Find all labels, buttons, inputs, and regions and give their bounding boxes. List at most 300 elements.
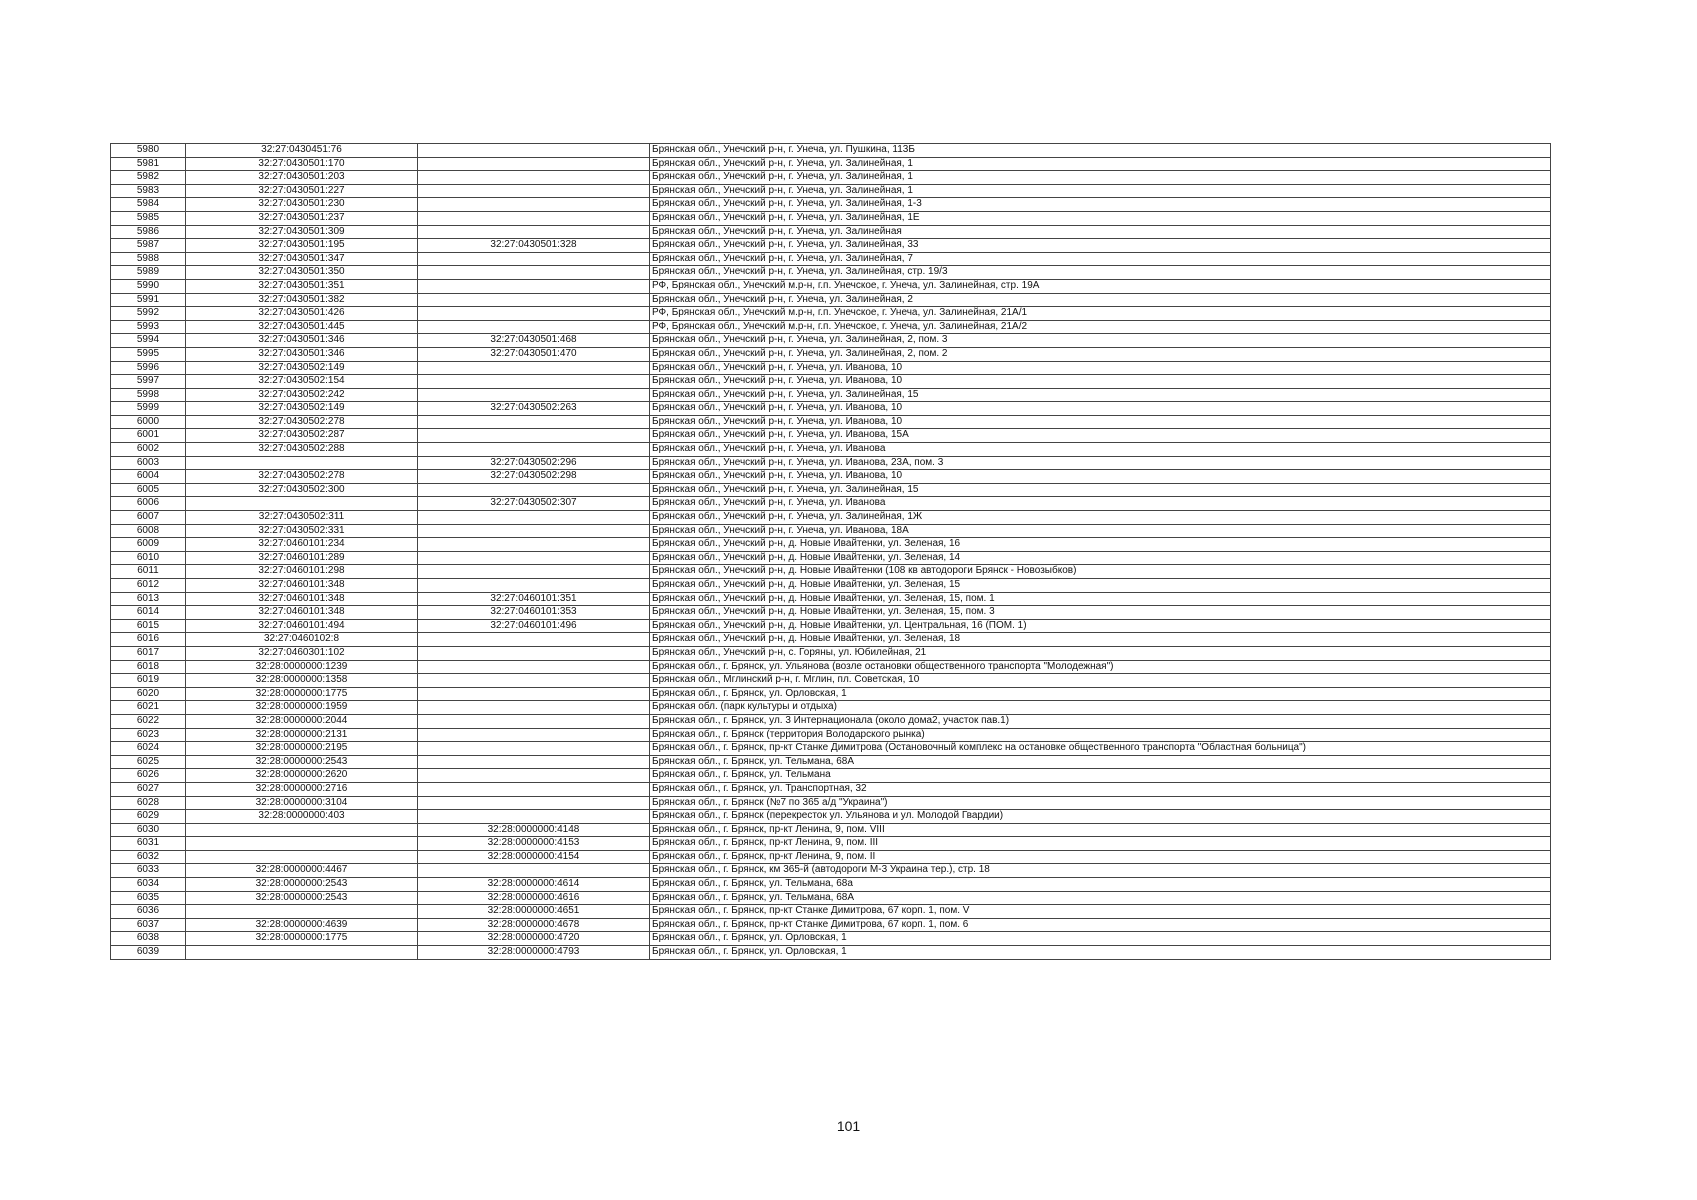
table-row <box>111 293 1551 307</box>
related-cadastral-number-cell <box>418 184 650 198</box>
table-row <box>111 198 1551 212</box>
related-cadastral-number-cell <box>418 171 650 185</box>
row-number-cell: 6014 <box>111 606 186 620</box>
related-cadastral-number-cell: 32:28:0000000:4148 <box>418 823 650 837</box>
address-cell: Брянская обл., Унечский р-н, г. Унеча, ул. Залинейная, 33 <box>650 239 1551 253</box>
cadastral-number-cell: 32:27:0460101:298 <box>186 565 418 579</box>
related-cadastral-number-cell <box>418 266 650 280</box>
related-cadastral-number-cell <box>418 810 650 824</box>
related-cadastral-number-cell: 32:28:0000000:4614 <box>418 878 650 892</box>
table-row <box>111 714 1551 728</box>
related-cadastral-number-cell <box>418 198 650 212</box>
row-number-cell: 5982 <box>111 171 186 185</box>
table-row <box>111 429 1551 443</box>
address-cell: Брянская обл., Унечский р-н, г. Унеча, ул. Залинейная, 7 <box>650 252 1551 266</box>
table-row <box>111 171 1551 185</box>
related-cadastral-number-cell <box>418 511 650 525</box>
row-number-cell: 5986 <box>111 225 186 239</box>
related-cadastral-number-cell <box>418 714 650 728</box>
cadastral-number-cell: 32:27:0460101:234 <box>186 538 418 552</box>
cadastral-number-cell: 32:28:0000000:1358 <box>186 674 418 688</box>
related-cadastral-number-cell <box>418 538 650 552</box>
related-cadastral-number-cell: 32:28:0000000:4720 <box>418 932 650 946</box>
cadastral-number-cell: 32:28:0000000:403 <box>186 810 418 824</box>
table-row <box>111 796 1551 810</box>
address-cell: Брянская обл., г. Брянск, ул. Транспортная, 32 <box>650 782 1551 796</box>
address-cell: Брянская обл., г. Брянск, ул. Орловская, 1 <box>650 946 1551 960</box>
related-cadastral-number-cell: 32:28:0000000:4793 <box>418 946 650 960</box>
cadastral-number-cell: 32:27:0430502:149 <box>186 361 418 375</box>
table-row <box>111 347 1551 361</box>
table-row <box>111 497 1551 511</box>
address-cell: Брянская обл., Унечский р-н, г. Унеча, ул. Иванова <box>650 443 1551 457</box>
related-cadastral-number-cell: 32:28:0000000:4616 <box>418 891 650 905</box>
related-cadastral-number-cell <box>418 211 650 225</box>
row-number-cell: 6035 <box>111 891 186 905</box>
related-cadastral-number-cell <box>418 565 650 579</box>
table-row <box>111 511 1551 525</box>
row-number-cell: 6038 <box>111 932 186 946</box>
cadastral-number-cell <box>186 456 418 470</box>
table-row <box>111 157 1551 171</box>
address-cell: Брянская обл., Унечский р-н, д. Новые Ивайтенки, ул. Зеленая, 15, пом. 1 <box>650 592 1551 606</box>
row-number-cell: 5998 <box>111 388 186 402</box>
cadastral-number-cell: 32:27:0460101:289 <box>186 551 418 565</box>
related-cadastral-number-cell: 32:27:0430502:263 <box>418 402 650 416</box>
table-row <box>111 375 1551 389</box>
address-cell: Брянская обл., Унечский р-н, д. Новые Ивайтенки, ул. Зеленая, 15 <box>650 579 1551 593</box>
cadastral-number-cell: 32:28:0000000:2044 <box>186 714 418 728</box>
row-number-cell: 5985 <box>111 211 186 225</box>
cadastral-number-cell: 32:28:0000000:1959 <box>186 701 418 715</box>
address-cell: Брянская обл., г. Брянск, ул. Тельмана, 68а <box>650 878 1551 892</box>
related-cadastral-number-cell: 32:27:0430502:296 <box>418 456 650 470</box>
cadastral-number-cell: 32:27:0430502:300 <box>186 483 418 497</box>
row-number-cell: 6031 <box>111 837 186 851</box>
table-row <box>111 687 1551 701</box>
cadastral-number-cell: 32:27:0430501:195 <box>186 239 418 253</box>
table-row <box>111 266 1551 280</box>
cadastral-number-cell: 32:27:0430502:149 <box>186 402 418 416</box>
address-cell: Брянская обл., Унечский р-н, г. Унеча, ул. Залинейная, 2 <box>650 293 1551 307</box>
cadastral-number-cell: 32:27:0460101:348 <box>186 579 418 593</box>
row-number-cell: 5994 <box>111 334 186 348</box>
row-number-cell: 6026 <box>111 769 186 783</box>
table-row <box>111 918 1551 932</box>
address-cell: Брянская обл., Унечский р-н, г. Унеча, ул. Иванова, 10 <box>650 402 1551 416</box>
table-row <box>111 361 1551 375</box>
related-cadastral-number-cell <box>418 633 650 647</box>
row-number-cell: 5989 <box>111 266 186 280</box>
cadastral-number-cell: 32:27:0430502:278 <box>186 470 418 484</box>
address-cell: Брянская обл., Унечский р-н, г. Унеча, ул. Иванова, 23А, пом. 3 <box>650 456 1551 470</box>
table-row <box>111 701 1551 715</box>
row-number-cell: 6020 <box>111 687 186 701</box>
related-cadastral-number-cell <box>418 157 650 171</box>
address-cell: Брянская обл., г. Брянск, ул. Тельмана <box>650 769 1551 783</box>
row-number-cell: 5987 <box>111 239 186 253</box>
table-row <box>111 769 1551 783</box>
row-number-cell: 6029 <box>111 810 186 824</box>
related-cadastral-number-cell <box>418 375 650 389</box>
related-cadastral-number-cell <box>418 796 650 810</box>
address-cell: Брянская обл., Унечский р-н, г. Унеча, ул. Иванова, 15А <box>650 429 1551 443</box>
cadastral-number-cell: 32:27:0430502:278 <box>186 415 418 429</box>
row-number-cell: 5988 <box>111 252 186 266</box>
cadastral-number-cell: 32:27:0430501:227 <box>186 184 418 198</box>
table-row <box>111 225 1551 239</box>
table-row <box>111 619 1551 633</box>
cadastral-number-cell <box>186 905 418 919</box>
address-cell: Брянская обл., г. Брянск, пр-кт Ленина, 9, пом. II <box>650 850 1551 864</box>
address-cell: Брянская обл., Унечский р-н, г. Унеча, ул. Залинейная, 15 <box>650 483 1551 497</box>
cadastral-number-cell <box>186 837 418 851</box>
related-cadastral-number-cell <box>418 388 650 402</box>
table-row <box>111 524 1551 538</box>
address-cell: Брянская обл., Унечский р-н, г. Унеча, ул. Залинейная, 1Е <box>650 211 1551 225</box>
related-cadastral-number-cell <box>418 660 650 674</box>
row-number-cell: 6027 <box>111 782 186 796</box>
related-cadastral-number-cell <box>418 782 650 796</box>
related-cadastral-number-cell <box>418 701 650 715</box>
address-cell: Брянская обл., Унечский р-н, г. Унеча, ул. Иванова, 10 <box>650 415 1551 429</box>
row-number-cell: 6032 <box>111 850 186 864</box>
address-cell: Брянская обл., г. Брянск, км 365-й (автодороги М-3 Украина тер.), стр. 18 <box>650 864 1551 878</box>
cadastral-number-cell: 32:28:0000000:1775 <box>186 687 418 701</box>
cadastral-number-cell: 32:28:0000000:2195 <box>186 742 418 756</box>
table-row <box>111 307 1551 321</box>
related-cadastral-number-cell: 32:27:0430502:298 <box>418 470 650 484</box>
cadastral-number-cell <box>186 850 418 864</box>
cadastral-number-cell: 32:28:0000000:4639 <box>186 918 418 932</box>
related-cadastral-number-cell <box>418 252 650 266</box>
related-cadastral-number-cell <box>418 674 650 688</box>
table-row <box>111 483 1551 497</box>
address-cell: Брянская обл., г. Брянск, ул. Тельмана, 68А <box>650 891 1551 905</box>
related-cadastral-number-cell <box>418 728 650 742</box>
table-row <box>111 742 1551 756</box>
row-number-cell: 5996 <box>111 361 186 375</box>
cadastral-number-cell: 32:27:0430501:237 <box>186 211 418 225</box>
address-cell: Брянская обл., г. Брянск, ул. Ульянова (возле остановки общественного транспорта "Молодежная") <box>650 660 1551 674</box>
cadastral-number-cell <box>186 946 418 960</box>
row-number-cell: 5995 <box>111 347 186 361</box>
row-number-cell: 5984 <box>111 198 186 212</box>
table-row <box>111 279 1551 293</box>
row-number-cell: 6021 <box>111 701 186 715</box>
related-cadastral-number-cell <box>418 443 650 457</box>
related-cadastral-number-cell <box>418 524 650 538</box>
related-cadastral-number-cell <box>418 361 650 375</box>
row-number-cell: 6023 <box>111 728 186 742</box>
row-number-cell: 5983 <box>111 184 186 198</box>
related-cadastral-number-cell <box>418 579 650 593</box>
table-row <box>111 810 1551 824</box>
related-cadastral-number-cell: 32:27:0430501:470 <box>418 347 650 361</box>
related-cadastral-number-cell: 32:27:0460101:496 <box>418 619 650 633</box>
address-cell: РФ, Брянская обл., Унечский м.р-н, г.п. Унечское, г. Унеча, ул. Залинейная, 21А/1 <box>650 307 1551 321</box>
row-number-cell: 6007 <box>111 511 186 525</box>
table-row <box>111 415 1551 429</box>
related-cadastral-number-cell: 32:27:0460101:353 <box>418 606 650 620</box>
related-cadastral-number-cell <box>418 687 650 701</box>
related-cadastral-number-cell <box>418 755 650 769</box>
address-cell: Брянская обл., г. Брянск, ул. Тельмана, 68А <box>650 755 1551 769</box>
table-row <box>111 443 1551 457</box>
cadastral-number-cell: 32:27:0430502:331 <box>186 524 418 538</box>
address-cell: Брянская обл., Унечский р-н, г. Унеча, ул. Залинейная, 1Ж <box>650 511 1551 525</box>
address-cell: Брянская обл., г. Брянск, ул. Орловская, 1 <box>650 687 1551 701</box>
address-cell: Брянская обл., Унечский р-н, д. Новые Ивайтенки, ул. Зеленая, 18 <box>650 633 1551 647</box>
address-cell: Брянская обл., Унечский р-н, г. Унеча, ул. Иванова <box>650 497 1551 511</box>
address-cell: Брянская обл., Унечский р-н, г. Унеча, ул. Иванова, 18А <box>650 524 1551 538</box>
row-number-cell: 6000 <box>111 415 186 429</box>
table-row <box>111 470 1551 484</box>
table-row <box>111 728 1551 742</box>
row-number-cell: 6018 <box>111 660 186 674</box>
address-cell: Брянская обл., Унечский р-н, г. Унеча, ул. Залинейная, 2, пом. 3 <box>650 334 1551 348</box>
related-cadastral-number-cell: 32:27:0430501:328 <box>418 239 650 253</box>
cadastral-number-cell: 32:27:0430501:382 <box>186 293 418 307</box>
table-row <box>111 402 1551 416</box>
cadastral-number-cell: 32:27:0430501:203 <box>186 171 418 185</box>
cadastral-number-cell: 32:27:0460101:348 <box>186 592 418 606</box>
row-number-cell: 6009 <box>111 538 186 552</box>
row-number-cell: 5990 <box>111 279 186 293</box>
cadastral-number-cell: 32:27:0430502:311 <box>186 511 418 525</box>
cadastral-number-cell: 32:28:0000000:2543 <box>186 878 418 892</box>
cadastral-number-cell: 32:28:0000000:4467 <box>186 864 418 878</box>
cadastral-number-cell: 32:27:0460101:494 <box>186 619 418 633</box>
table-row <box>111 320 1551 334</box>
table-row <box>111 334 1551 348</box>
address-cell: Брянская обл., Унечский р-н, д. Новые Ивайтенки (108 кв автодороги Брянск - Новозыбков) <box>650 565 1551 579</box>
cadastral-number-cell: 32:28:0000000:1239 <box>186 660 418 674</box>
row-number-cell: 6001 <box>111 429 186 443</box>
related-cadastral-number-cell: 32:27:0460101:351 <box>418 592 650 606</box>
table-row <box>111 239 1551 253</box>
related-cadastral-number-cell <box>418 225 650 239</box>
related-cadastral-number-cell <box>418 279 650 293</box>
address-cell: Брянская обл., г. Брянск, пр-кт Ленина, 9, пом. III <box>650 837 1551 851</box>
row-number-cell: 5991 <box>111 293 186 307</box>
table-row <box>111 606 1551 620</box>
page-number: 101 <box>836 1118 861 1134</box>
cadastral-number-cell: 32:27:0460301:102 <box>186 646 418 660</box>
row-number-cell: 5997 <box>111 375 186 389</box>
address-cell: Брянская обл., Мглинский р-н, г. Мглин, пл. Советская, 10 <box>650 674 1551 688</box>
cadastral-number-cell: 32:28:0000000:2543 <box>186 891 418 905</box>
related-cadastral-number-cell <box>418 483 650 497</box>
row-number-cell: 6012 <box>111 579 186 593</box>
related-cadastral-number-cell <box>418 769 650 783</box>
register-table-body <box>111 144 1551 960</box>
address-cell: Брянская обл., Унечский р-н, г. Унеча, ул. Залинейная, 1-3 <box>650 198 1551 212</box>
related-cadastral-number-cell <box>418 144 650 158</box>
table-row <box>111 837 1551 851</box>
related-cadastral-number-cell: 32:27:0430502:307 <box>418 497 650 511</box>
table-row <box>111 538 1551 552</box>
address-cell: Брянская обл., г. Брянск (перекресток ул. Ульянова и ул. Молодой Гвардии) <box>650 810 1551 824</box>
related-cadastral-number-cell <box>418 429 650 443</box>
table-row <box>111 946 1551 960</box>
row-number-cell: 5992 <box>111 307 186 321</box>
address-cell: Брянская обл., Унечский р-н, г. Унеча, ул. Залинейная, 2, пом. 2 <box>650 347 1551 361</box>
table-row <box>111 388 1551 402</box>
table-row <box>111 579 1551 593</box>
cadastral-number-cell: 32:27:0430501:426 <box>186 307 418 321</box>
cadastral-number-cell: 32:27:0430501:309 <box>186 225 418 239</box>
row-number-cell: 5999 <box>111 402 186 416</box>
row-number-cell: 6016 <box>111 633 186 647</box>
register-table <box>110 143 1551 960</box>
table-row <box>111 646 1551 660</box>
related-cadastral-number-cell: 32:28:0000000:4154 <box>418 850 650 864</box>
table-row <box>111 211 1551 225</box>
row-number-cell: 6022 <box>111 714 186 728</box>
cadastral-number-cell: 32:28:0000000:2131 <box>186 728 418 742</box>
related-cadastral-number-cell: 32:27:0430501:468 <box>418 334 650 348</box>
cadastral-number-cell: 32:27:0430501:351 <box>186 279 418 293</box>
row-number-cell: 6005 <box>111 483 186 497</box>
related-cadastral-number-cell: 32:28:0000000:4153 <box>418 837 650 851</box>
address-cell: Брянская обл., Унечский р-н, д. Новые Ивайтенки, ул. Зеленая, 16 <box>650 538 1551 552</box>
cadastral-number-cell: 32:27:0430502:154 <box>186 375 418 389</box>
row-number-cell: 6002 <box>111 443 186 457</box>
row-number-cell: 6037 <box>111 918 186 932</box>
cadastral-number-cell: 32:28:0000000:2716 <box>186 782 418 796</box>
cadastral-number-cell: 32:27:0430502:287 <box>186 429 418 443</box>
address-cell: Брянская обл., г. Брянск, ул. Орловская, 1 <box>650 932 1551 946</box>
cadastral-number-cell: 32:28:0000000:3104 <box>186 796 418 810</box>
related-cadastral-number-cell <box>418 320 650 334</box>
table-row <box>111 456 1551 470</box>
related-cadastral-number-cell <box>418 742 650 756</box>
address-cell: Брянская обл. (парк культуры и отдыха) <box>650 701 1551 715</box>
table-row <box>111 674 1551 688</box>
row-number-cell: 6010 <box>111 551 186 565</box>
table-row <box>111 551 1551 565</box>
table-row <box>111 755 1551 769</box>
row-number-cell: 6036 <box>111 905 186 919</box>
cadastral-number-cell: 32:28:0000000:2543 <box>186 755 418 769</box>
row-number-cell: 6008 <box>111 524 186 538</box>
row-number-cell: 6033 <box>111 864 186 878</box>
row-number-cell: 6013 <box>111 592 186 606</box>
row-number-cell: 6028 <box>111 796 186 810</box>
cadastral-number-cell: 32:27:0430501:230 <box>186 198 418 212</box>
address-cell: Брянская обл., г. Брянск, ул. 3 Интернационала (около дома2, участок пав.1) <box>650 714 1551 728</box>
table-row <box>111 184 1551 198</box>
cadastral-number-cell <box>186 497 418 511</box>
table-row <box>111 660 1551 674</box>
table-row <box>111 932 1551 946</box>
row-number-cell: 6024 <box>111 742 186 756</box>
address-cell: Брянская обл., г. Брянск (№7 по 365 а/д "Украина") <box>650 796 1551 810</box>
cadastral-number-cell: 32:27:0430502:288 <box>186 443 418 457</box>
address-cell: Брянская обл., г. Брянск, пр-кт Станке Димитрова, 67 корп. 1, пом. V <box>650 905 1551 919</box>
table-row <box>111 864 1551 878</box>
cadastral-number-cell <box>186 823 418 837</box>
related-cadastral-number-cell: 32:28:0000000:4651 <box>418 905 650 919</box>
address-cell: Брянская обл., Унечский р-н, г. Унеча, ул. Иванова, 10 <box>650 375 1551 389</box>
row-number-cell: 6015 <box>111 619 186 633</box>
address-cell: Брянская обл., г. Брянск, пр-кт Ленина, 9, пом. VIII <box>650 823 1551 837</box>
table-row <box>111 850 1551 864</box>
cadastral-number-cell: 32:27:0430501:346 <box>186 347 418 361</box>
row-number-cell: 6006 <box>111 497 186 511</box>
table-row <box>111 633 1551 647</box>
address-cell: Брянская обл., Унечский р-н, г. Унеча, ул. Залинейная, 1 <box>650 171 1551 185</box>
address-cell: Брянская обл., Унечский р-н, д. Новые Ивайтенки, ул. Центральная, 16 (ПОМ. 1) <box>650 619 1551 633</box>
related-cadastral-number-cell <box>418 293 650 307</box>
address-cell: Брянская обл., Унечский р-н, г. Унеча, ул. Залинейная <box>650 225 1551 239</box>
table-row <box>111 823 1551 837</box>
related-cadastral-number-cell: 32:28:0000000:4678 <box>418 918 650 932</box>
row-number-cell: 5981 <box>111 157 186 171</box>
related-cadastral-number-cell <box>418 307 650 321</box>
address-cell: Брянская обл., Унечский р-н, с. Горяны, ул. Юбилейная, 21 <box>650 646 1551 660</box>
cadastral-number-cell: 32:27:0430501:170 <box>186 157 418 171</box>
address-cell: Брянская обл., Унечский р-н, г. Унеча, ул. Залинейная, 1 <box>650 157 1551 171</box>
address-cell: Брянская обл., Унечский р-н, д. Новые Ивайтенки, ул. Зеленая, 14 <box>650 551 1551 565</box>
address-cell: Брянская обл., г. Брянск (территория Володарского рынка) <box>650 728 1551 742</box>
row-number-cell: 6039 <box>111 946 186 960</box>
address-cell: Брянская обл., г. Брянск, пр-кт Станке Димитрова, 67 корп. 1, пом. 6 <box>650 918 1551 932</box>
table-row <box>111 144 1551 158</box>
cadastral-number-cell: 32:27:0430501:445 <box>186 320 418 334</box>
table-row <box>111 782 1551 796</box>
row-number-cell: 6003 <box>111 456 186 470</box>
row-number-cell: 6030 <box>111 823 186 837</box>
row-number-cell: 5993 <box>111 320 186 334</box>
row-number-cell: 6034 <box>111 878 186 892</box>
table-row <box>111 565 1551 579</box>
related-cadastral-number-cell <box>418 415 650 429</box>
table-row <box>111 891 1551 905</box>
address-cell: Брянская обл., Унечский р-н, д. Новые Ивайтенки, ул. Зеленая, 15, пом. 3 <box>650 606 1551 620</box>
row-number-cell: 5980 <box>111 144 186 158</box>
cadastral-number-cell: 32:27:0430502:242 <box>186 388 418 402</box>
cadastral-number-cell: 32:27:0430501:347 <box>186 252 418 266</box>
address-cell: Брянская обл., Унечский р-н, г. Унеча, ул. Залинейная, 15 <box>650 388 1551 402</box>
cadastral-number-cell: 32:28:0000000:1775 <box>186 932 418 946</box>
table-row <box>111 905 1551 919</box>
table-row <box>111 592 1551 606</box>
address-cell: Брянская обл., Унечский р-н, г. Унеча, ул. Иванова, 10 <box>650 361 1551 375</box>
related-cadastral-number-cell <box>418 551 650 565</box>
address-cell: РФ, Брянская обл., Унечский м.р-н, г.п. Унечское, г. Унеча, ул. Залинейная, 21А/2 <box>650 320 1551 334</box>
address-cell: Брянская обл., Унечский р-н, г. Унеча, ул. Залинейная, стр. 19/3 <box>650 266 1551 280</box>
row-number-cell: 6004 <box>111 470 186 484</box>
cadastral-number-cell: 32:27:0460102:8 <box>186 633 418 647</box>
cadastral-number-cell: 32:28:0000000:2620 <box>186 769 418 783</box>
table-row <box>111 878 1551 892</box>
cadastral-number-cell: 32:27:0460101:348 <box>186 606 418 620</box>
row-number-cell: 6017 <box>111 646 186 660</box>
row-number-cell: 6011 <box>111 565 186 579</box>
address-cell: Брянская обл., Унечский р-н, г. Унеча, ул. Пушкина, 113Б <box>650 144 1551 158</box>
cadastral-number-cell: 32:27:0430501:350 <box>186 266 418 280</box>
related-cadastral-number-cell <box>418 646 650 660</box>
address-cell: Брянская обл., Унечский р-н, г. Унеча, ул. Иванова, 10 <box>650 470 1551 484</box>
cadastral-number-cell: 32:27:0430501:346 <box>186 334 418 348</box>
address-cell: РФ, Брянская обл., Унечский м.р-н, г.п. Унечское, г. Унеча, ул. Залинейная, стр. 19А <box>650 279 1551 293</box>
table-row <box>111 252 1551 266</box>
cadastral-number-cell: 32:27:0430451:76 <box>186 144 418 158</box>
address-cell: Брянская обл., Унечский р-н, г. Унеча, ул. Залинейная, 1 <box>650 184 1551 198</box>
row-number-cell: 6025 <box>111 755 186 769</box>
